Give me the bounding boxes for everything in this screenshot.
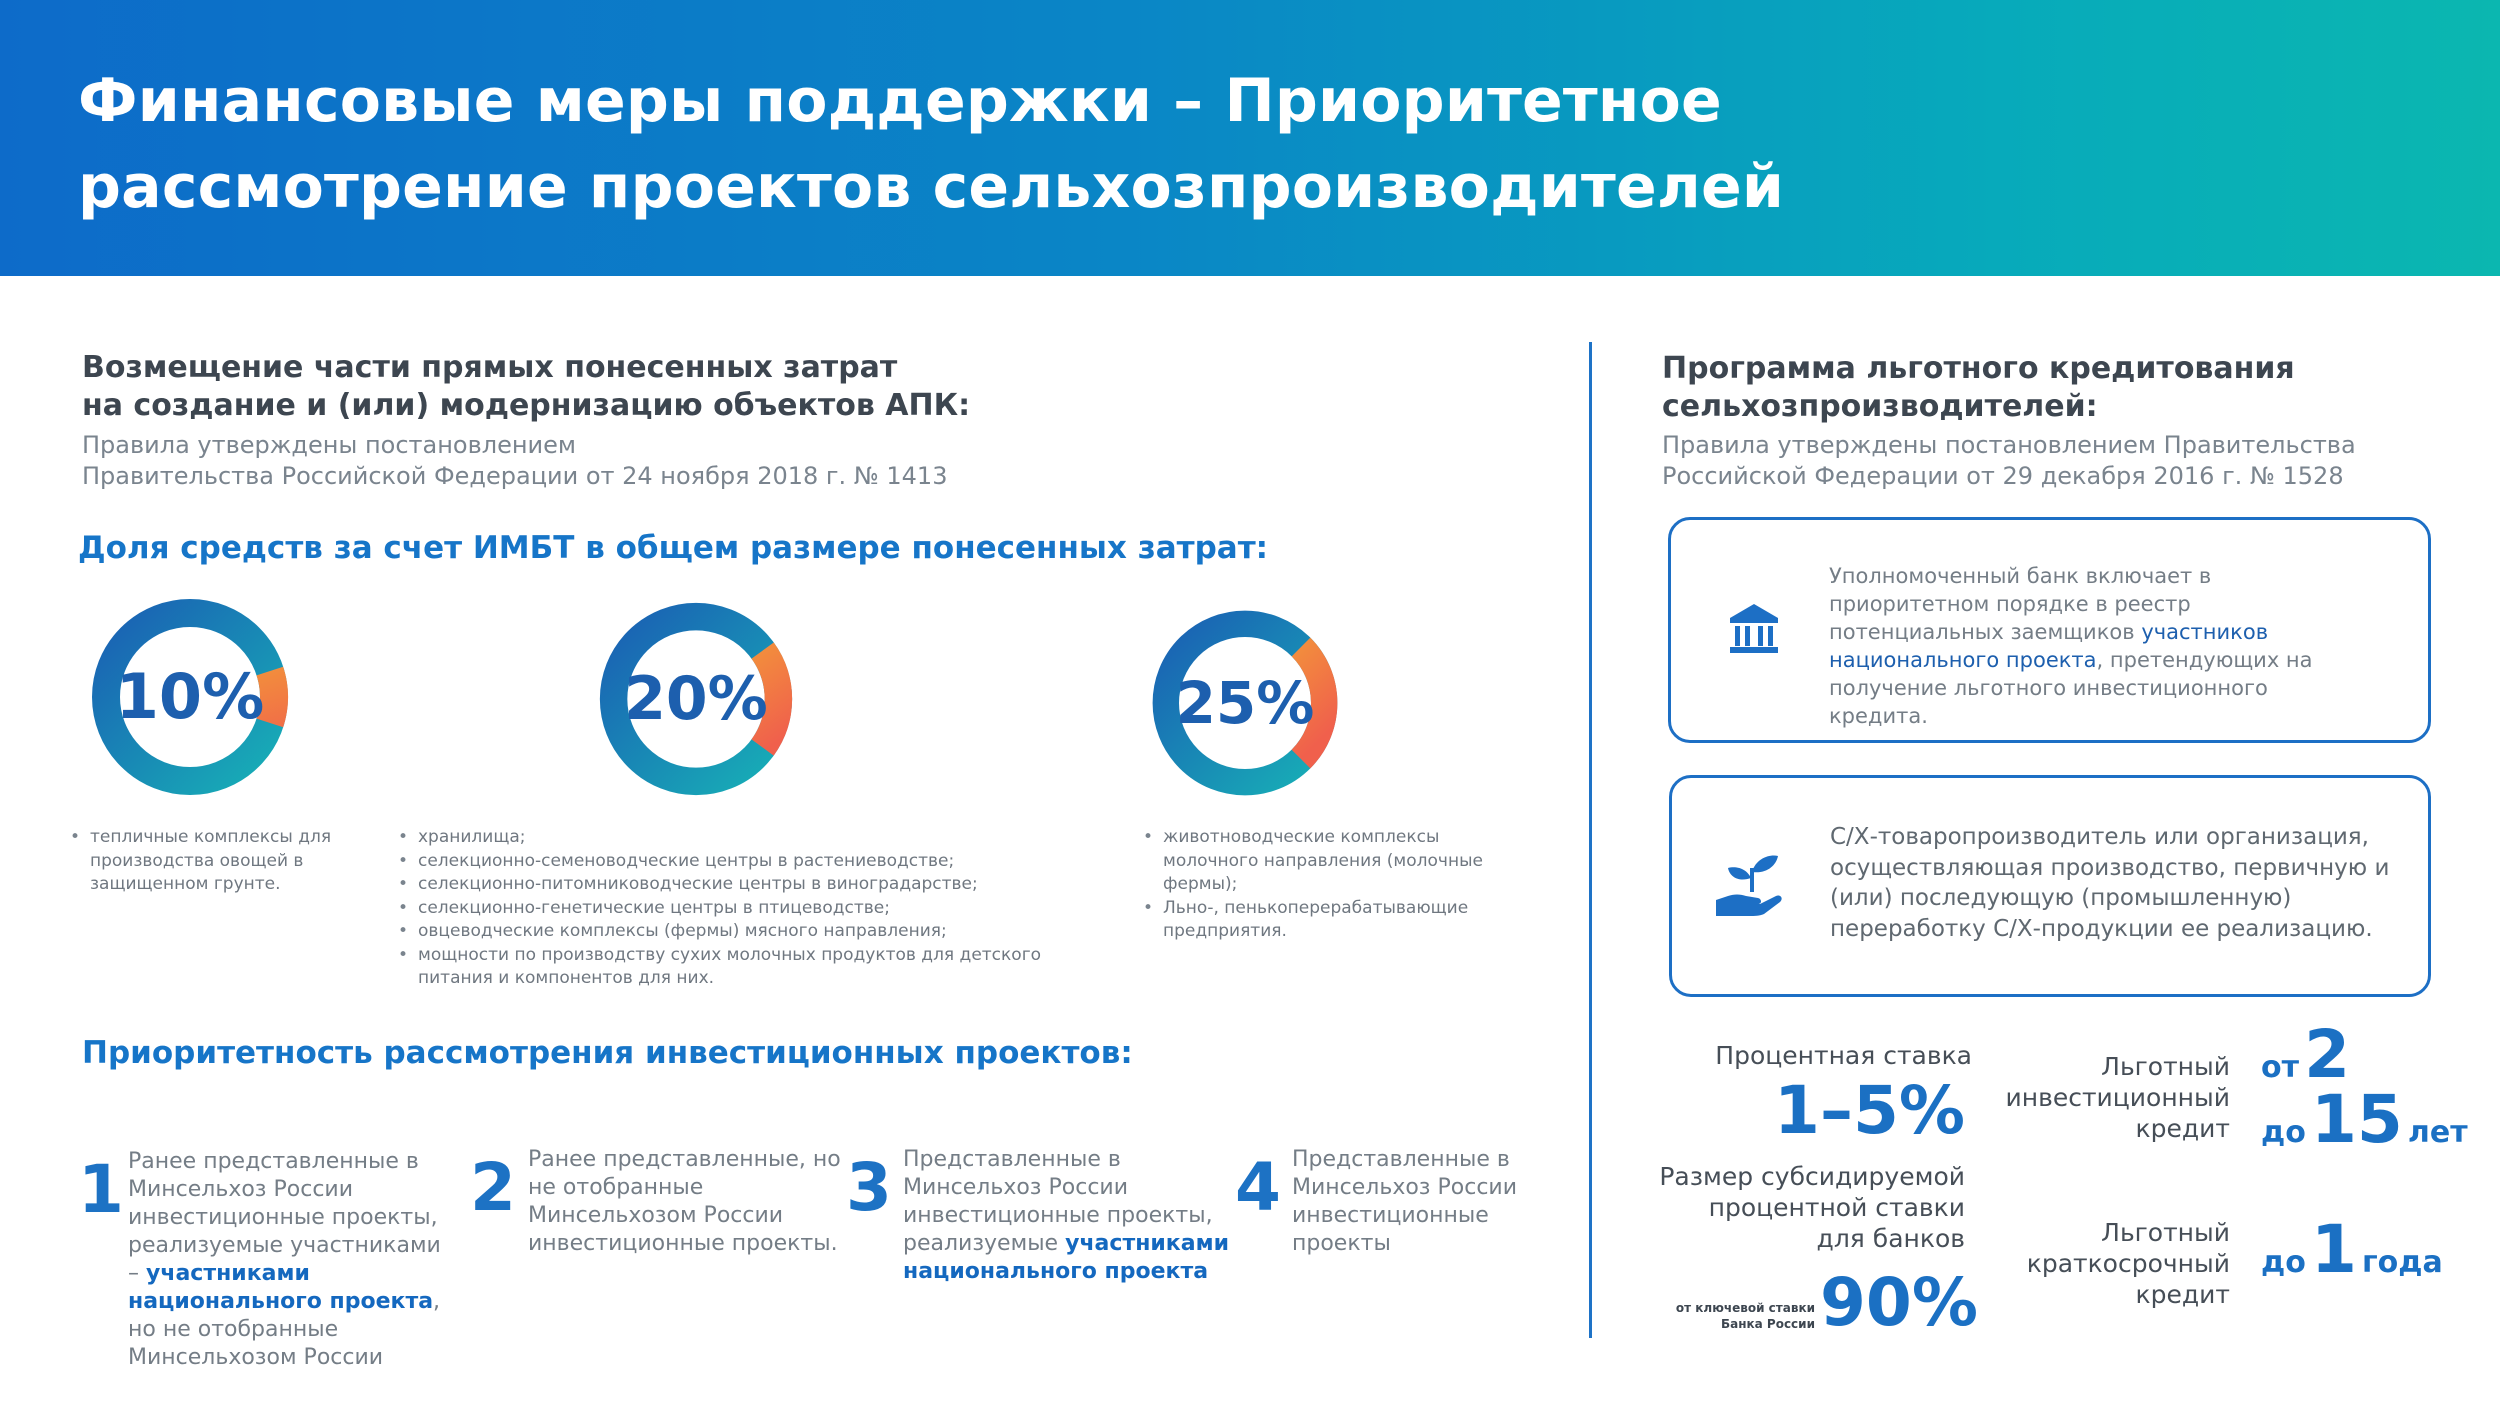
priority-text-2 <box>528 1146 848 1258</box>
invest-label <box>2000 1051 2230 1144</box>
subsidy-label-line2: процентной ставки <box>1708 1193 1965 1222</box>
invest-from-prefix: от <box>2261 1050 2299 1085</box>
short-suffix: года <box>2361 1245 2443 1280</box>
priority-1-text-b: , но не отобранные Минсельхозом России <box>128 1289 441 1370</box>
left-rule-note <box>82 430 947 492</box>
list-item: • селекционно-семеноводческие центры в растениеводстве; <box>396 850 1076 874</box>
list-item: • овцеводческие комплексы (фермы) мясного направления; <box>396 920 1076 944</box>
list-item: • животноводческие комплексы молочного направления (молочные фермы); <box>1141 826 1511 897</box>
donut-value-2: 20% <box>624 664 768 734</box>
list-item: • мощности по производству сухих молочных продуктов для детского питания и компонентов для них. <box>396 944 1076 991</box>
priority-number-1: 1 <box>78 1151 124 1228</box>
producer-info-text: С/Х-товаропроизводитель или организация, осуществляющая производство, первичную и (или) последующую (промышленную) переработку С/Х-продукции ее реализацию. <box>1830 824 2390 942</box>
short-prefix: до <box>2261 1245 2306 1280</box>
subsidy-note-line2: Банка России <box>1720 1317 1815 1331</box>
invest-label-line2: инвестиционный <box>2005 1083 2230 1112</box>
bank-info-text-a: Уполномоченный банк включает в приоритетном порядке в реестр потенциальных заемщиков <box>1829 564 2212 644</box>
header-banner <box>0 0 2500 276</box>
left-heading <box>82 349 970 425</box>
priority-text-4 <box>1292 1146 1532 1258</box>
invest-to-value: 15 <box>2310 1081 2403 1158</box>
share-heading: Доля средств за счет ИМБТ в общем размере понесенных затрат: <box>78 530 1269 566</box>
bank-info-box <box>1668 517 2431 743</box>
invest-from <box>2261 1016 2351 1093</box>
list-item: • Льно-, пенькоперерабатывающие предприятия. <box>1141 897 1511 944</box>
right-heading-line2: сельхозпроизводителей: <box>1662 389 2098 424</box>
short-value: 1 <box>2310 1211 2357 1288</box>
subsidy-label <box>1640 1161 1965 1254</box>
left-rule-line1: Правила утверждены постановлением <box>82 431 577 459</box>
short-term <box>2261 1211 2443 1288</box>
priority-1-highlight: участниками национального проекта <box>128 1261 434 1314</box>
priority-3-highlight: участниками национального проекта <box>903 1231 1229 1284</box>
short-label-line3: кредит <box>2135 1280 2230 1309</box>
bank-info-text <box>1829 562 2349 730</box>
left-heading-line2: на создание и (или) модернизацию объектов АПК: <box>82 388 971 423</box>
right-heading-line1: Программа льготного кредитования <box>1662 351 2295 386</box>
right-rule-note <box>1662 430 2356 492</box>
subsidy-note-line1: от ключевой ставки <box>1675 1301 1815 1315</box>
list-item: • селекционно-питомниководческие центры в виноградарстве; <box>396 873 1076 897</box>
short-label-line1: Льготный <box>2101 1218 2230 1247</box>
rate-value: 1–5% <box>1774 1072 1965 1149</box>
priority-heading: Приоритетность рассмотрения инвестиционных проектов: <box>82 1035 1133 1071</box>
page-title-line1: Финансовые меры поддержки – Приоритетное <box>78 66 1722 136</box>
short-label-line2: краткосрочный <box>2026 1249 2230 1278</box>
priority-number-4: 4 <box>1235 1149 1281 1226</box>
donut-value-1: 10% <box>115 660 265 733</box>
list-item: • хранилища; <box>396 826 1076 850</box>
priority-4-text-a: Представленные в Минсельхоз России инвестиционные проекты <box>1292 1147 1518 1256</box>
invest-to-suffix: лет <box>2407 1115 2468 1150</box>
page-title <box>78 58 2378 230</box>
priority-number-3: 3 <box>846 1149 892 1226</box>
donut-value-3: 25% <box>1175 669 1315 737</box>
short-label <box>2000 1217 2230 1310</box>
left-rule-line2: Правительства Российской Федерации от 24 ноября 2018 г. № 1413 <box>82 462 948 490</box>
priority-1-text-a: Ранее представленные в Минсельхоз России инвестиционные проекты, реализуемые участниками – <box>128 1149 441 1286</box>
list-item: • тепличные комплексы для производства овощей в защищенном грунте. <box>68 826 358 897</box>
invest-label-line1: Льготный <box>2101 1052 2230 1081</box>
priority-text-3 <box>903 1146 1233 1286</box>
priority-3-text-a: Представленные в Минсельхоз России инвестиционные проекты, реализуемые <box>903 1147 1213 1256</box>
subsidy-label-line3: для банков <box>1816 1224 1965 1253</box>
invest-to <box>2261 1081 2468 1158</box>
invest-label-line3: кредит <box>2135 1114 2230 1143</box>
subsidy-value: 90% <box>1820 1264 1978 1341</box>
right-heading <box>1662 350 2295 426</box>
bank-icon <box>1726 600 1782 656</box>
bank-info-text-b: , претендующих на получение льготного инвестиционного кредита. <box>1829 648 2313 728</box>
right-rule-line1: Правила утверждены постановлением Правительства <box>1662 431 2356 459</box>
donut-list-2 <box>396 826 1076 991</box>
bank-info-highlight: участников национального проекта <box>1829 620 2269 672</box>
column-divider <box>1589 342 1592 1338</box>
subsidy-label-line1: Размер субсидируемой <box>1659 1162 1965 1191</box>
list-item: • селекционно-генетические центры в птицеводстве; <box>396 897 1076 921</box>
left-heading-line1: Возмещение части прямых понесенных затрат <box>82 350 898 385</box>
subsidy-note <box>1650 1300 1815 1332</box>
invest-to-prefix: до <box>2261 1115 2306 1150</box>
right-rule-line2: Российской Федерации от 29 декабря 2016 г. № 1528 <box>1662 462 2344 490</box>
donut-list-3 <box>1141 826 1511 944</box>
plant-hand-icon <box>1714 848 1790 918</box>
rate-label: Процентная ставка <box>1715 1041 1972 1070</box>
priority-text-1 <box>128 1148 458 1372</box>
producer-info-box <box>1669 775 2431 997</box>
priority-2-text-a: Ранее представленные, но не отобранные Минсельхозом России инвестиционные проекты. <box>528 1147 841 1256</box>
invest-from-value: 2 <box>2304 1016 2351 1093</box>
donut-list-1 <box>68 826 358 897</box>
priority-number-2: 2 <box>470 1149 516 1226</box>
page-title-line2: рассмотрение проектов сельхозпроизводителей <box>78 152 1785 222</box>
